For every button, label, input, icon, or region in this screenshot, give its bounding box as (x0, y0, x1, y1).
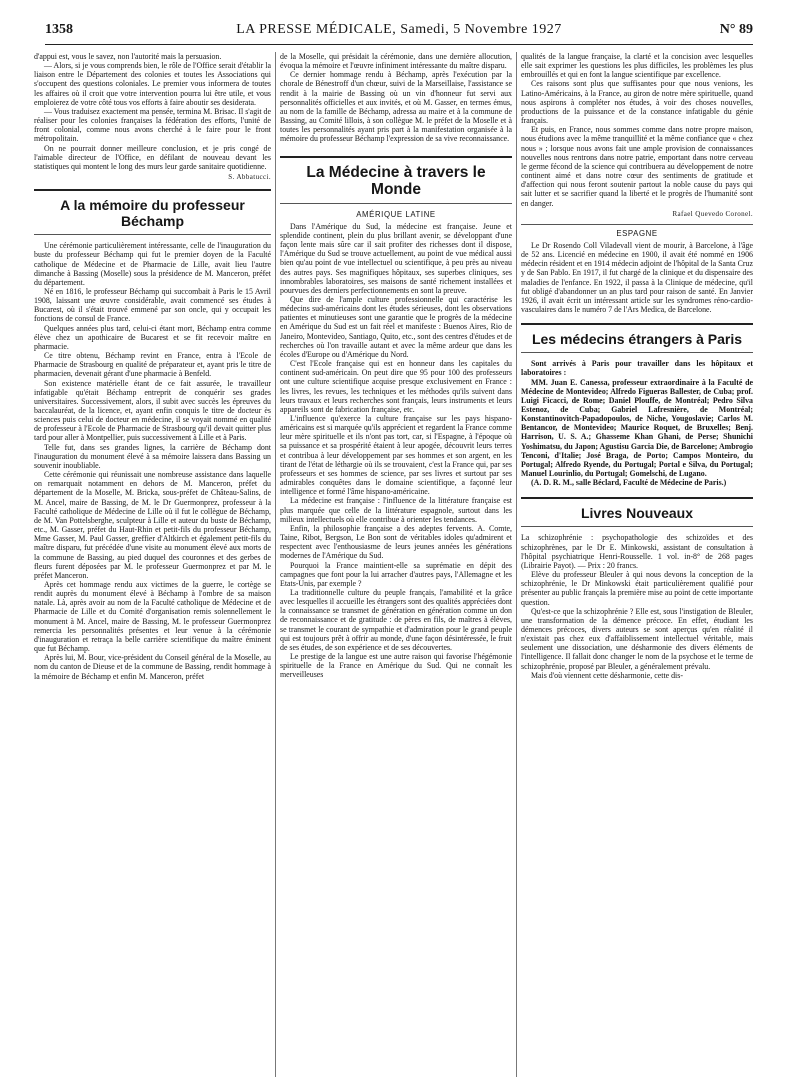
paragraph: qualités de la langue française, la clarté et la concision avec lesquelles elle sait exprimer les questions les plus difficiles, les problèmes les plus embrouillés et qui en font la langue scientifique par excellence. (521, 52, 753, 80)
paragraph: La médecine est française : l'influence de la littérature française est plus marquée que celle de la littérature espagnole, surtout dans les milieux intellectuels où elle contribue à orienter les tendances. (280, 496, 512, 524)
paragraph: Pourquoi la France maintient-elle sa suprématie en dépit des campagnes que font pour la lui arracher d'autres pays, l'Allemagne et les Etats-Unis, par exemple ? (280, 560, 512, 588)
section-title-bechamp: A la mémoire du professeur Béchamp (34, 189, 271, 235)
paragraph: — Alors, si je vous comprends bien, le rôle de l'Office serait d'établir la liaison entre le Département des colonies et toutes les Associations qui s'occupent des questions coloniales. Le premier vous informera de toutes les affaires où il croit que votre intervention pourra lui être utile, et vous emploierez de votre côté tous vos efforts à faire aboutir ses desiderata. (34, 61, 271, 107)
paragraph: Le prestige de la langue est une autre raison qui favorise l'hégémonie spirituelle de la France en Amérique du Sud. Qui ne connaît les merveilleuses (280, 652, 512, 680)
column-1 (34, 52, 271, 1077)
section-title-etrangers: Les médecins étrangers à Paris (521, 323, 753, 353)
page-number: 1358 (45, 22, 73, 37)
paragraph: Quelques années plus tard, celui-ci étant mort, Béchamp entra comme élève chez un apothicaire de Bucarest et se fit recevoir maître en pharmacie. (34, 323, 271, 351)
section-title-medecine-monde: La Médecine à travers le Monde (280, 156, 512, 204)
paragraph: Une cérémonie particulièrement intéressante, celle de l'inauguration du buste du professeur Béchamp qui fut le premier doyen de la Faculté catholique de Médecine et de Pharmacie de Lille, avait lieu l'autre dimanche à Bassing (Moselle) sous la présidence de M. Manceron, préfet du département. (34, 241, 271, 287)
paragraph: L'influence qu'exerce la culture française sur les pays hispano-américains est si marquée qu'ils apprécient et regardent la France comme leur mère spirituelle et ils n'ont pas tort, car, si l'Espagne, à l'époque où sa puissance et sa prospérité étaient à leur apogée, découvrit leurs terres et contribua à leur développement par ses hommes et son argent, en les tirant de l'état de léthargie où ils se trouvaient, c'est la France qui, par ses professeurs et ses hommes de science, par ses livres et surtout par ses admirables conquêtes dans le domaine scientifique, a façonné leur intelligence et formé l'âme hispano-américaine. (280, 414, 512, 497)
signature: S. Abbatucci. (228, 173, 271, 182)
divider (521, 224, 753, 225)
paragraph: MM. Juan E. Canessa, professeur extraordinaire à la Faculté de Médecine de Montevideo; Alfredo Figueras Ballester, de Cuba; prof. Luigi Ficacci, de Rome; Daniel Plouffe, de Montréal; Pedro Silva Estenoz, de Cuba; Gabriel Lafresnière, de Montréal; Konstantinovitch-Papadopoulos, de Niche, Yougoslavie; Carlos M. Bentancor, de Montevideo; Maurice Roquet, de Bruxelles; Benj. Harrison, U. S. A.; Ghasseme Khan Ghani, de Perse; Shunichi Yoshimatsu, du Japon; Agustisu Garcia Die, de Barcelone; Ambrogio Tenconi, d'Italie; José Braga, de Porto; Campos Monteiro, du Portugal; Alfredo Ryende, du Portugal; Portal e Silva, du Portugal; Manuel Lourinlio, du Portugal; Gomelschi, de Lugano. (521, 377, 753, 479)
paragraph: Après lui, M. Bour, vice-président du Conseil général de la Moselle, au nom du canton de Dieuse et de la commune de Bassing, rendit hommage à la mémoire de Béchamp et enfin M. Manceron, préfet (34, 653, 271, 681)
paragraph: Elève du professeur Bleuler à qui nous devons la conception de la schizophrénie, le Dr Minkowski était particulièrement qualifié pour présenter au public français la première mise au point de cette importante question. (521, 570, 753, 607)
paragraph: Né en 1816, le professeur Béchamp qui succombait à Paris le 15 Avril 1908, laissant une œuvre considérable, avait commencé ses études à Bucarest, où il s'était trouvé emmené par son oncle, qui y occupait les fonctions de consul de France. (34, 286, 271, 324)
paragraph: C'est l'Ecole française qui est en honneur dans les capitales du continent sud-américain. On peut dire que 95 pour 100 des professeurs ont une culture scientifique acquise presque exclusivement en France : les livres, les revues, les techniques et les méthodes qu'ils suivent dans leurs travaux et leurs recherches sont français, leurs instruments et leurs appareils sont de fabrication française, etc. (280, 359, 512, 414)
subsection-title: ESPAGNE (616, 228, 658, 238)
section-title-livres: Livres Nouveaux (521, 497, 753, 527)
paragraph: — Vous traduisez exactement ma pensée, termina M. Brisac. Il s'agit de réaliser pour les colonies françaises la fédération des efforts, l'unité de front colonial, comme nous avons cherché à le faire pour le front métropolitain. (34, 106, 271, 144)
subsection-title: AMÉRIQUE LATINE (356, 209, 436, 219)
column-3 (521, 52, 753, 1077)
paragraph: Après cet hommage rendu aux victimes de la guerre, le cortège se rendit auprès du monument élevé à Béchamp à l'ombre de sa maison natale. Là, après avoir au nom de la Faculté catholique de Médecine et de Pharmacie de Lille et du Comité d'organisation remis solennellement le monument à M. Ancel, maire de Bassing, M. le professeur Guermonprez remercia les personnalités présentes et leur venue à la cérémonie d'inauguration et retraça la belle carrière scientifique du maître éminent que fut Béchamp. (34, 579, 271, 654)
paragraph: Son existence matérielle étant de ce fait assurée, le travailleur infatigable qu'était Béchamp entreprit de conquérir ses grades universitaires. Successivement, alors, il subit avec succès les épreuves du baccalauréat, de la licence, et, ayant enfin conquis le titre de docteur ès sciences puis celui de docteur en médecine, il se voyait nommé en qualité de professeur à l'Ecole de Pharmacie de Strasbourg qu'il devait quitter plus tard pour aller à Montpellier, puis successivement à Lille et à Paris. (34, 378, 271, 443)
paragraph: (A. D. R. M., salle Béclard, Faculté de Médecine de Paris.) (531, 478, 727, 488)
paragraph: Et puis, en France, nous sommes comme dans notre propre maison, nous étudions avec la même tranquillité et la même confiance que « chez nous » ; lorsque nous avons fait une ample provision de connaissances nouvelles nous rentrons dans notre patrie, emportant dans notre cerveau le germe fécond de la science qui contribuera au développement de notre continent aimé et dans notre cœur des sentiments de gratitude et d'affection qui nous feront soutenir partout la noble cause du pays qui sait lutter et se sacrifier quand la liberté et le progrès de l'humanité sont en danger. (521, 125, 753, 208)
paragraph: Qu'est-ce que la schizophrénie ? Elle est, sous l'instigation de Bleuler, une transformation de la démence précoce. En effet, étudiant les démences précoces, divers auteurs se sont aperçus qu'en réalité il n'existait pas chez eux d'affaiblissement intellectuel véritable, mais seulement une dissociation, une désharmonie des divers éléments de l'intelligence. Il fallait donc changer le nom de la psychose et le terme de schizophrénie, proposé par Bleuler, a généralement prévalu. (521, 606, 753, 671)
paragraph: de la Moselle, qui présidait la cérémonie, dans une dernière allocution, évoqua la mémoire et l'œuvre infiniment intéressante du maître disparu. (280, 52, 512, 71)
paragraph: La traditionnelle culture du peuple français, l'amabilité et la grâce avec lesquelles il accueille les étrangers sont des qualités appréciées dont la connaissance se transmet de génération en génération comme un don de reconnaissance et de gratitude : de pères en fils, de maîtres à élèves, se transmet le courant de sympathie et d'admiration pour le grand peuple qui est toujours prêt à offrir au monde, d'une façon désintéressée, le fruit de ses études, de son expérience et de ses découvertes. (280, 587, 512, 652)
column-divider (516, 52, 517, 1077)
paragraph: Cette cérémonie qui réunissait une nombreuse assistance dans laquelle on remarquait notamment en dehors de M. Manceron, préfet du département de la Moselle, M. Bricka, sous-préfet de Château-Salins, de M. Ancel, maire de Bassing, de M. le Dr Guermonprez, professeur à la Faculté catholique de Médecine de Lille où il fut le collègue de Béchamp, de M. Van Pottelsberghe, sculpteur à Lille et auteur du buste de Béchamp, etc., M. Gasser, préfet du Haut-Rhin et petit-fils du professeur Béchamp, Mme Gasser, M. Paul Gasser, greffier d'Altkirch et également petit-fils du maître disparu, fut précédée d'une visite au monument élevé aux morts de la commune de Bassing, au pied duquel des couronnes et des gerbes de fleurs furent déposées par M. le professeur Guermonprez et par M. le préfet Manceron. (34, 470, 271, 580)
paragraph: Ce titre obtenu, Béchamp revint en France, entra à l'Ecole de Pharmacie de Strasbourg en qualité de préparateur et, ayant pris le titre de pharmacien, devenait gérant d'une pharmacie à Benfeld. (34, 351, 271, 379)
paragraph: On ne pourrait donner meilleure conclusion, et je pris congé de l'aimable directeur de l'Office, en défilant de nouveau devant les statistiques qui montent le long des murs leur garde sanitaire quotidienne. (34, 143, 271, 171)
paragraph: Mais d'où viennent cette désharmonie, cette dis- (531, 670, 683, 680)
column-divider (275, 52, 276, 1077)
paragraph: Ce dernier hommage rendu à Béchamp, après l'exécution par la chorale de Bénestroff d'un chœur, suivi de la Marseillaise, l'assistance se rendit à la mairie de Bassing où un vin d'honneur fut servi aux personnalités officielles et aux invités, et où M. Gasser, en termes émus, au nom de la famille de Béchamp, adressa au maire et à la commune de Bassing, au Comité lillois, à son collègue M. le préfet de la Moselle et à toutes les personnalités ayant pris part à la manifestation organisée à la mémoire du professeur Béchamp l'expression de sa vive reconnaissance. (280, 70, 512, 144)
paragraph: Telle fut, dans ses grandes lignes, la carrière de Béchamp dont l'inauguration du monument élevé à sa mémoire laissera dans Bassing un souvenir inoubliable. (34, 442, 271, 470)
signature: Rafael Quevedo Coronel. (672, 209, 753, 218)
issue-number: N° 89 (719, 22, 753, 37)
paragraph: Le Dr Rosendo Coll Viladevall vient de mourir, à Barcelone, à l'âge de 52 ans. Licencié en médecine en 1900, il avait été nommé en 1906 médecin résident et en 1914 médecin adjoint de l'hôpital de la Santa Cruz y de San Pablo. En 1917, il fut chargé de la clinique et du dispensaire des maladies de l'enfance. En 1922, il passa à la Clinique de médecine, qu'il fut obligé d'abandonner un an plus tard pour raison de santé. En Janvier 1926, il avait écrit un intéressant article sur les syndromes réno-cardio-vasculaires dans le numéro 7 de l'Ars Medica, de Barcelone. (521, 240, 753, 315)
paragraph: d'appui est, vous le savez, non l'autorité mais la persuasion. (34, 52, 222, 61)
column-2 (280, 52, 512, 1077)
book-reference: La schizophrénie : psychopathologie des schizoïdes et des schizophrènes, par le Dr E. Minkowski, assistant de consultation à l'hôpital psychiatrique Henri-Rousselle. 1 vol. in-8° de 268 pages (Librairie Payot). — Prix : 20 francs. (521, 533, 753, 570)
journal-title: LA PRESSE MÉDICALE, Samedi, 5 Novembre 1927 (236, 22, 562, 37)
page-header (45, 20, 753, 45)
paragraph: Dans l'Amérique du Sud, la médecine est française. Jeune et splendide continent, plein du plus brillant avenir, se développant d'une façon lente mais sûre car il sait profiter des richesses dont il dispose, l'Amérique du Sud se trouve actuellement, au point de vue médical aussi bien qu'au point de vue intellectuel ou scientifique, à peu près au niveau des autres pays. Ses magnifiques hôpitaux, ses superbes cliniques, ses innombrables laboratoires, ses maisons de santé richement installées et pourvues des derniers perfectionnements en sont la preuve. (280, 221, 512, 295)
paragraph: Que dire de l'ample culture professionnelle qui caractérise les médecins sud-américains dont les études sérieuses, dont les observations patientes et minutieuses sont une garantie que le progrès de la médecine en Amérique du Sud est un fait réel et manifeste : Buenos Aires, Rio de Janeiro, Montevideo, Santiago, Quito, etc., sont des centres d'études et de recherches où l'on travaille autant et avec la même ardeur que dans les écoles d'Europe ou d'Amérique du Nord. (280, 294, 512, 359)
paragraph: Ces raisons sont plus que suffisantes pour que nous venions, les Latino-Américains, à la France, au giron de notre mère spirituelle, quand nous aspirons à compléter nos études, à voir des choses nouvelles, productions de la puissance et de la constance infatigable du génie français. (521, 79, 753, 126)
paragraph: Sont arrivés à Paris pour travailler dans les hôpitaux et laboratoires : (521, 359, 753, 378)
paragraph: Enfin, la philosophie française a des adeptes fervents. A. Comte, Taine, Ribot, Bergson, Le Bon sont de véritables idoles qu'admirent et respectent avec l'enthousiasme de leurs jeunes années les générations modernes de l'Amérique du Sud. (280, 523, 512, 561)
